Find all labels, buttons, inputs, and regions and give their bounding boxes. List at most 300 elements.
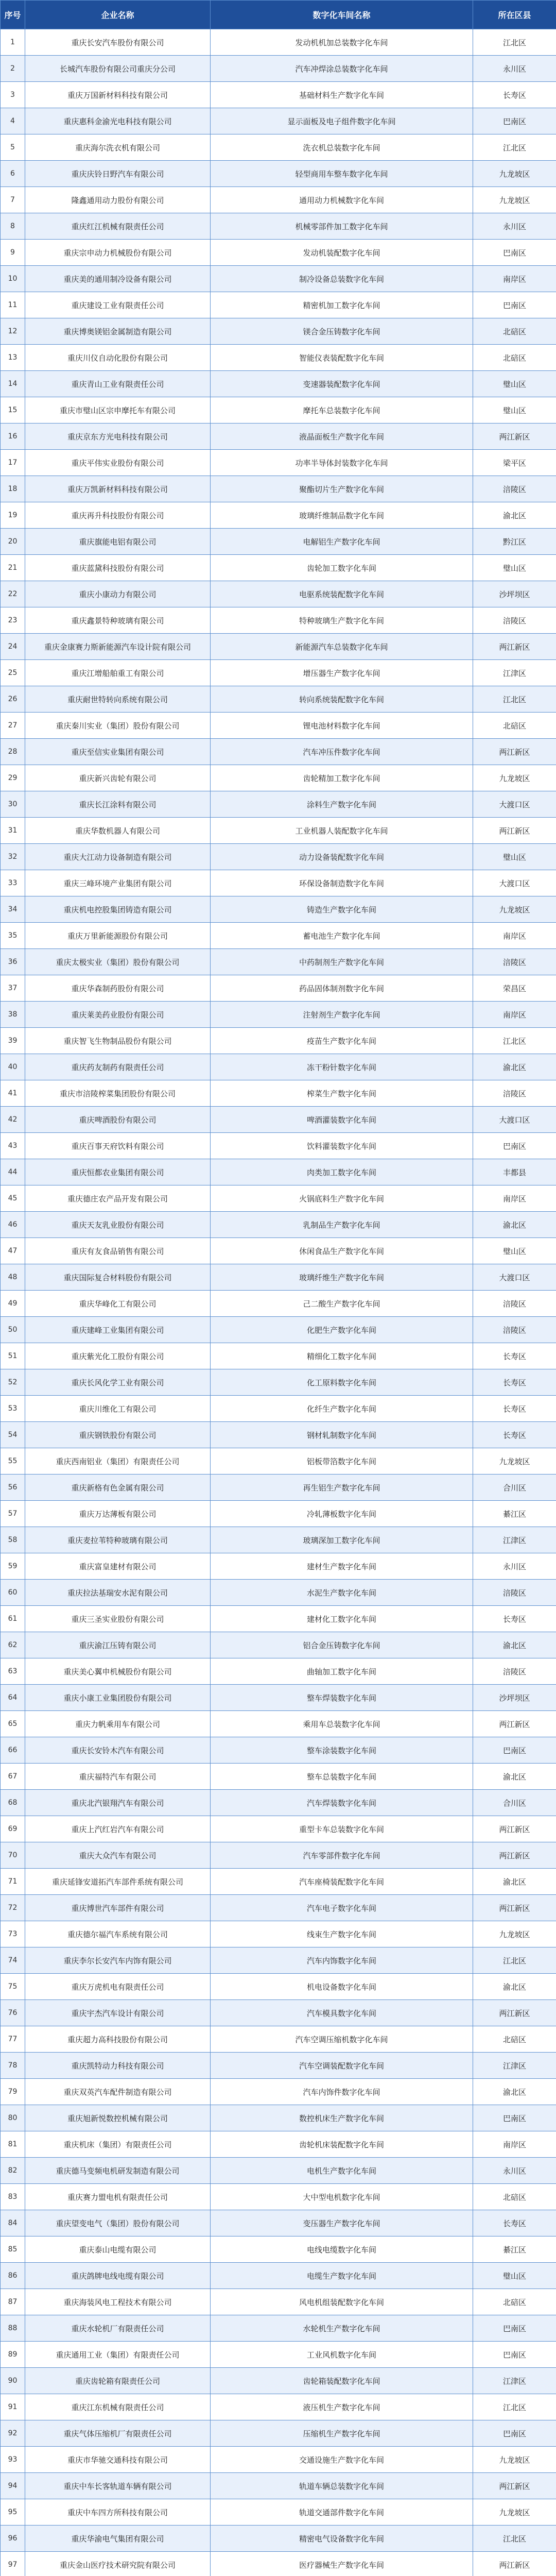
district-cell: 九龙坡区 bbox=[473, 161, 556, 187]
serial-number-cell: 62 bbox=[1, 1632, 25, 1658]
district-cell: 渝北区 bbox=[473, 2079, 556, 2105]
serial-number-cell: 88 bbox=[1, 2315, 25, 2342]
workshop-name-cell: 啤酒灌装数字化车间 bbox=[211, 1107, 473, 1133]
serial-number-cell: 40 bbox=[1, 1054, 25, 1080]
district-cell: 巴南区 bbox=[473, 2420, 556, 2447]
workshop-name-cell: 乘用车总装数字化车间 bbox=[211, 1711, 473, 1737]
workshop-name-cell: 新能源汽车总装数字化车间 bbox=[211, 634, 473, 660]
workshop-name-cell: 功率半导体封装数字化车间 bbox=[211, 450, 473, 476]
district-cell: 江北区 bbox=[473, 134, 556, 161]
district-cell: 南岸区 bbox=[473, 2131, 556, 2158]
workshop-name-cell: 汽车内饰数字化车间 bbox=[211, 1947, 473, 1974]
header-district: 所在区县 bbox=[473, 1, 556, 29]
company-name-cell: 重庆博奥镁铝金属制造有限公司 bbox=[25, 318, 211, 345]
table-row bbox=[1, 1369, 556, 1396]
workshop-name-cell: 水轮机生产数字化车间 bbox=[211, 2315, 473, 2342]
table-row bbox=[1, 2263, 556, 2289]
workshop-name-cell: 机电设备数字化车间 bbox=[211, 1974, 473, 2000]
serial-number-cell: 20 bbox=[1, 529, 25, 555]
workshop-name-cell: 再生铝生产数字化车间 bbox=[211, 1475, 473, 1501]
header-workshop-name: 数字化车间名称 bbox=[211, 1, 473, 29]
workshop-name-cell: 化纤生产数字化车间 bbox=[211, 1396, 473, 1422]
workshop-name-cell: 整车涂装数字化车间 bbox=[211, 1737, 473, 1764]
company-name-cell: 重庆美的通用制冷设备有限公司 bbox=[25, 266, 211, 292]
serial-number-cell: 60 bbox=[1, 1580, 25, 1606]
table-row bbox=[1, 1921, 556, 1947]
workshop-name-cell: 交通设施生产数字化车间 bbox=[211, 2447, 473, 2473]
district-cell: 两江新区 bbox=[473, 634, 556, 660]
district-cell: 璧山区 bbox=[473, 397, 556, 423]
district-cell: 江北区 bbox=[473, 1947, 556, 1974]
company-name-cell: 重庆福特汽车有限公司 bbox=[25, 1764, 211, 1790]
district-cell: 长寿区 bbox=[473, 1396, 556, 1422]
table-row bbox=[1, 2131, 556, 2158]
company-name-cell: 重庆鸽牌电线电缆有限公司 bbox=[25, 2263, 211, 2289]
district-cell: 九龙坡区 bbox=[473, 1448, 556, 1475]
workshop-name-cell: 冻干粉针数字化车间 bbox=[211, 1054, 473, 1080]
serial-number-cell: 48 bbox=[1, 1264, 25, 1291]
company-name-cell: 重庆机电控股集团铸造有限公司 bbox=[25, 896, 211, 923]
table-row bbox=[1, 1685, 556, 1711]
workshop-name-cell: 机械零部件加工数字化车间 bbox=[211, 213, 473, 240]
workshop-name-cell: 疫苗生产数字化车间 bbox=[211, 1028, 473, 1054]
workshop-name-cell: 己二酸生产数字化车间 bbox=[211, 1291, 473, 1317]
company-name-cell: 重庆再升科技股份有限公司 bbox=[25, 502, 211, 529]
serial-number-cell: 42 bbox=[1, 1107, 25, 1133]
table-row bbox=[1, 82, 556, 108]
district-cell: 大渡口区 bbox=[473, 870, 556, 896]
workshop-name-cell: 涂料生产数字化车间 bbox=[211, 791, 473, 818]
table-row bbox=[1, 1475, 556, 1501]
table-row bbox=[1, 1553, 556, 1580]
workshop-name-cell: 智能仪表装配数字化车间 bbox=[211, 345, 473, 371]
workshop-name-cell: 蓄电池生产数字化车间 bbox=[211, 923, 473, 949]
serial-number-cell: 84 bbox=[1, 2210, 25, 2236]
company-name-cell: 重庆华数机器人有限公司 bbox=[25, 818, 211, 844]
table-row bbox=[1, 502, 556, 529]
company-name-cell: 重庆水轮机厂有限责任公司 bbox=[25, 2315, 211, 2342]
company-name-cell: 重庆药友制药有限责任公司 bbox=[25, 1054, 211, 1080]
workshop-name-cell: 聚酯切片生产数字化车间 bbox=[211, 476, 473, 502]
workshop-name-cell: 铝板带箔数字化车间 bbox=[211, 1448, 473, 1475]
serial-number-cell: 78 bbox=[1, 2053, 25, 2079]
table-row bbox=[1, 1396, 556, 1422]
district-cell: 江津区 bbox=[473, 2053, 556, 2079]
workshop-name-cell: 大中型电机数字化车间 bbox=[211, 2184, 473, 2210]
workshop-name-cell: 乳制品生产数字化车间 bbox=[211, 1212, 473, 1238]
workshop-name-cell: 线束生产数字化车间 bbox=[211, 1921, 473, 1947]
company-name-cell: 重庆德马变频电机研发制造有限公司 bbox=[25, 2158, 211, 2184]
table-row bbox=[1, 1606, 556, 1632]
workshop-name-cell: 特种玻璃生产数字化车间 bbox=[211, 607, 473, 634]
serial-number-cell: 49 bbox=[1, 1291, 25, 1317]
table-row bbox=[1, 240, 556, 266]
workshop-name-cell: 铸造生产数字化车间 bbox=[211, 896, 473, 923]
company-name-cell: 重庆耐世特转向系统有限公司 bbox=[25, 686, 211, 713]
table-row bbox=[1, 765, 556, 791]
district-cell: 巴南区 bbox=[473, 2105, 556, 2131]
company-name-cell: 重庆新兴齿轮有限公司 bbox=[25, 765, 211, 791]
serial-number-cell: 73 bbox=[1, 1921, 25, 1947]
workshop-name-cell: 汽车冲焊涂总装数字化车间 bbox=[211, 56, 473, 82]
table-row bbox=[1, 1947, 556, 1974]
table-row bbox=[1, 292, 556, 318]
table-row bbox=[1, 1974, 556, 2000]
company-name-cell: 重庆平伟实业股份有限公司 bbox=[25, 450, 211, 476]
district-cell: 长寿区 bbox=[473, 1606, 556, 1632]
serial-number-cell: 26 bbox=[1, 686, 25, 713]
district-cell: 九龙坡区 bbox=[473, 187, 556, 213]
serial-number-cell: 27 bbox=[1, 713, 25, 739]
workshop-name-cell: 变压器生产数字化车间 bbox=[211, 2210, 473, 2236]
workshop-name-cell: 工业风机数字化车间 bbox=[211, 2342, 473, 2368]
table-row bbox=[1, 2342, 556, 2368]
district-cell: 沙坪坝区 bbox=[473, 1685, 556, 1711]
workshop-name-cell: 工业机器人装配数字化车间 bbox=[211, 818, 473, 844]
company-name-cell: 重庆北汽银翔汽车有限公司 bbox=[25, 1790, 211, 1816]
district-cell: 渝北区 bbox=[473, 502, 556, 529]
district-cell: 涪陵区 bbox=[473, 949, 556, 975]
company-name-cell: 重庆德庄农产品开发有限公司 bbox=[25, 1185, 211, 1212]
company-name-cell: 重庆啤酒股份有限公司 bbox=[25, 1107, 211, 1133]
company-name-cell: 重庆秦川实业（集团）股份有限公司 bbox=[25, 713, 211, 739]
company-name-cell: 重庆德尔福汽车系统有限公司 bbox=[25, 1921, 211, 1947]
district-cell: 两江新区 bbox=[473, 423, 556, 450]
table-row bbox=[1, 2526, 556, 2552]
table-row bbox=[1, 923, 556, 949]
company-name-cell: 重庆市华驰交通科技有限公司 bbox=[25, 2447, 211, 2473]
district-cell: 黔江区 bbox=[473, 529, 556, 555]
table-row bbox=[1, 1790, 556, 1816]
serial-number-cell: 17 bbox=[1, 450, 25, 476]
district-cell: 两江新区 bbox=[473, 1711, 556, 1737]
district-cell: 长寿区 bbox=[473, 1422, 556, 1448]
table-header-row bbox=[1, 1, 556, 29]
table-row bbox=[1, 1002, 556, 1028]
company-name-cell: 重庆望变电气（集团）股份有限公司 bbox=[25, 2210, 211, 2236]
workshop-name-cell: 压缩机生产数字化车间 bbox=[211, 2420, 473, 2447]
district-cell: 江津区 bbox=[473, 660, 556, 686]
company-name-cell: 重庆渝江压铸有限公司 bbox=[25, 1632, 211, 1658]
workshop-name-cell: 齿轮箱装配数字化车间 bbox=[211, 2368, 473, 2394]
table-row bbox=[1, 581, 556, 607]
company-name-cell: 重庆华渝电气集团有限公司 bbox=[25, 2526, 211, 2552]
serial-number-cell: 85 bbox=[1, 2236, 25, 2263]
serial-number-cell: 9 bbox=[1, 240, 25, 266]
company-name-cell: 重庆智飞生物制品股份有限公司 bbox=[25, 1028, 211, 1054]
company-name-cell: 重庆大江动力设备制造有限公司 bbox=[25, 844, 211, 870]
workshop-name-cell: 休闲食品生产数字化车间 bbox=[211, 1238, 473, 1264]
serial-number-cell: 95 bbox=[1, 2499, 25, 2526]
serial-number-cell: 52 bbox=[1, 1369, 25, 1396]
district-cell: 长寿区 bbox=[473, 82, 556, 108]
district-cell: 渝北区 bbox=[473, 1869, 556, 1895]
district-cell: 渝北区 bbox=[473, 1632, 556, 1658]
company-name-cell: 重庆建峰工业集团有限公司 bbox=[25, 1317, 211, 1343]
table-row bbox=[1, 56, 556, 82]
company-name-cell: 重庆江东机械有限责任公司 bbox=[25, 2394, 211, 2420]
district-cell: 永川区 bbox=[473, 213, 556, 240]
serial-number-cell: 79 bbox=[1, 2079, 25, 2105]
table-row bbox=[1, 2000, 556, 2026]
table-row bbox=[1, 2552, 556, 2576]
table-row bbox=[1, 2158, 556, 2184]
serial-number-cell: 96 bbox=[1, 2526, 25, 2552]
table-row bbox=[1, 2026, 556, 2053]
serial-number-cell: 66 bbox=[1, 1737, 25, 1764]
table-row bbox=[1, 2499, 556, 2526]
district-cell: 永川区 bbox=[473, 56, 556, 82]
district-cell: 巴南区 bbox=[473, 108, 556, 134]
district-cell: 丰都县 bbox=[473, 1159, 556, 1185]
serial-number-cell: 35 bbox=[1, 923, 25, 949]
serial-number-cell: 6 bbox=[1, 161, 25, 187]
table-row bbox=[1, 2447, 556, 2473]
company-name-cell: 重庆中车四方所科技有限公司 bbox=[25, 2499, 211, 2526]
table-row bbox=[1, 1895, 556, 1921]
table-row bbox=[1, 2079, 556, 2105]
workshop-name-cell: 汽车座椅装配数字化车间 bbox=[211, 1869, 473, 1895]
workshop-name-cell: 化肥生产数字化车间 bbox=[211, 1317, 473, 1343]
serial-number-cell: 87 bbox=[1, 2289, 25, 2315]
serial-number-cell: 3 bbox=[1, 82, 25, 108]
workshop-name-cell: 环保设备制造数字化车间 bbox=[211, 870, 473, 896]
district-cell: 北碚区 bbox=[473, 318, 556, 345]
serial-number-cell: 32 bbox=[1, 844, 25, 870]
table-body bbox=[1, 29, 556, 2576]
company-name-cell: 重庆拉法基瑞安水泥有限公司 bbox=[25, 1580, 211, 1606]
district-cell: 南岸区 bbox=[473, 1185, 556, 1212]
workshop-name-cell: 齿轮机床装配数字化车间 bbox=[211, 2131, 473, 2158]
district-cell: 大渡口区 bbox=[473, 1264, 556, 1291]
serial-number-cell: 8 bbox=[1, 213, 25, 240]
table-row bbox=[1, 1764, 556, 1790]
company-name-cell: 重庆紫光化工股份有限公司 bbox=[25, 1343, 211, 1369]
company-name-cell: 重庆富皇建材有限公司 bbox=[25, 1553, 211, 1580]
table-row bbox=[1, 949, 556, 975]
district-cell: 两江新区 bbox=[473, 1816, 556, 1842]
company-name-cell: 重庆长风化学工业有限公司 bbox=[25, 1369, 211, 1396]
company-name-cell: 重庆天友乳业股份有限公司 bbox=[25, 1212, 211, 1238]
serial-number-cell: 28 bbox=[1, 739, 25, 765]
serial-number-cell: 5 bbox=[1, 134, 25, 161]
district-cell: 南岸区 bbox=[473, 923, 556, 949]
serial-number-cell: 39 bbox=[1, 1028, 25, 1054]
table-row bbox=[1, 1264, 556, 1291]
serial-number-cell: 53 bbox=[1, 1396, 25, 1422]
company-name-cell: 重庆庆铃日野汽车有限公司 bbox=[25, 161, 211, 187]
company-name-cell: 重庆鑫景特种玻璃有限公司 bbox=[25, 607, 211, 634]
company-name-cell: 重庆京东方光电科技有限公司 bbox=[25, 423, 211, 450]
table-row bbox=[1, 266, 556, 292]
table-row bbox=[1, 450, 556, 476]
district-cell: 涪陵区 bbox=[473, 1317, 556, 1343]
company-name-cell: 重庆赛力盟电机有限责任公司 bbox=[25, 2184, 211, 2210]
district-cell: 涪陵区 bbox=[473, 1291, 556, 1317]
serial-number-cell: 22 bbox=[1, 581, 25, 607]
district-cell: 北碚区 bbox=[473, 2184, 556, 2210]
table-row bbox=[1, 1711, 556, 1737]
table-row bbox=[1, 713, 556, 739]
district-cell: 涪陵区 bbox=[473, 607, 556, 634]
table-row bbox=[1, 1028, 556, 1054]
company-name-cell: 重庆美心翼申机械股份有限公司 bbox=[25, 1658, 211, 1685]
workshop-name-cell: 精密机加工数字化车间 bbox=[211, 292, 473, 318]
workshop-name-cell: 洗衣机总装数字化车间 bbox=[211, 134, 473, 161]
district-cell: 南岸区 bbox=[473, 266, 556, 292]
district-cell: 梁平区 bbox=[473, 450, 556, 476]
workshop-name-cell: 汽车零部件数字化车间 bbox=[211, 1842, 473, 1869]
company-name-cell: 重庆李尔长安汽车内饰有限公司 bbox=[25, 1947, 211, 1974]
table-row bbox=[1, 2236, 556, 2263]
serial-number-cell: 46 bbox=[1, 1212, 25, 1238]
serial-number-cell: 47 bbox=[1, 1238, 25, 1264]
workshop-name-cell: 榨菜生产数字化车间 bbox=[211, 1080, 473, 1107]
workshop-name-cell: 饮料灌装数字化车间 bbox=[211, 1133, 473, 1159]
serial-number-cell: 25 bbox=[1, 660, 25, 686]
serial-number-cell: 31 bbox=[1, 818, 25, 844]
workshop-name-cell: 中药制剂生产数字化车间 bbox=[211, 949, 473, 975]
district-cell: 两江新区 bbox=[473, 739, 556, 765]
district-cell: 涪陵区 bbox=[473, 476, 556, 502]
company-name-cell: 重庆博世汽车部件有限公司 bbox=[25, 1895, 211, 1921]
serial-number-cell: 7 bbox=[1, 187, 25, 213]
workshop-name-cell: 玻璃纤维制品数字化车间 bbox=[211, 502, 473, 529]
serial-number-cell: 13 bbox=[1, 345, 25, 371]
company-name-cell: 重庆海装风电工程技术有限公司 bbox=[25, 2289, 211, 2315]
serial-number-cell: 80 bbox=[1, 2105, 25, 2131]
district-cell: 九龙坡区 bbox=[473, 2499, 556, 2526]
workshop-name-cell: 火锅底料生产数字化车间 bbox=[211, 1185, 473, 1212]
table-row bbox=[1, 2210, 556, 2236]
table-row bbox=[1, 29, 556, 56]
serial-number-cell: 58 bbox=[1, 1527, 25, 1553]
district-cell: 两江新区 bbox=[473, 2473, 556, 2499]
company-name-cell: 重庆西南铝业（集团）有限责任公司 bbox=[25, 1448, 211, 1475]
header-company-name: 企业名称 bbox=[25, 1, 211, 29]
serial-number-cell: 90 bbox=[1, 2368, 25, 2394]
district-cell: 渝北区 bbox=[473, 1054, 556, 1080]
serial-number-cell: 92 bbox=[1, 2420, 25, 2447]
table-row bbox=[1, 318, 556, 345]
company-name-cell: 重庆凯特动力科技有限公司 bbox=[25, 2053, 211, 2079]
company-name-cell: 重庆上汽红岩汽车有限公司 bbox=[25, 1816, 211, 1842]
company-name-cell: 重庆万达薄板有限公司 bbox=[25, 1501, 211, 1527]
district-cell: 璧山区 bbox=[473, 371, 556, 397]
workshop-name-cell: 发动机装配数字化车间 bbox=[211, 240, 473, 266]
company-name-cell: 重庆蓝黛科技股份有限公司 bbox=[25, 555, 211, 581]
district-cell: 巴南区 bbox=[473, 2315, 556, 2342]
company-name-cell: 重庆金山医疗技术研究院有限公司 bbox=[25, 2552, 211, 2576]
serial-number-cell: 16 bbox=[1, 423, 25, 450]
workshop-name-cell: 整车焊装数字化车间 bbox=[211, 1685, 473, 1711]
serial-number-cell: 74 bbox=[1, 1947, 25, 1974]
workshop-name-cell: 轻型商用车整车数字化车间 bbox=[211, 161, 473, 187]
district-cell: 合川区 bbox=[473, 1475, 556, 1501]
serial-number-cell: 94 bbox=[1, 2473, 25, 2499]
workshop-name-cell: 汽车内饰件数字化车间 bbox=[211, 2079, 473, 2105]
company-name-cell: 重庆红江机械有限责任公司 bbox=[25, 213, 211, 240]
company-name-cell: 重庆百事天府饮料有限公司 bbox=[25, 1133, 211, 1159]
company-name-cell: 重庆双英汽车配件制造有限公司 bbox=[25, 2079, 211, 2105]
serial-number-cell: 45 bbox=[1, 1185, 25, 1212]
company-name-cell: 重庆泰山电缆有限公司 bbox=[25, 2236, 211, 2263]
serial-number-cell: 33 bbox=[1, 870, 25, 896]
table-row bbox=[1, 607, 556, 634]
district-cell: 江北区 bbox=[473, 29, 556, 56]
district-cell: 沙坪坝区 bbox=[473, 581, 556, 607]
district-cell: 綦江区 bbox=[473, 2236, 556, 2263]
workshop-name-cell: 整车总装数字化车间 bbox=[211, 1764, 473, 1790]
serial-number-cell: 24 bbox=[1, 634, 25, 660]
table-row bbox=[1, 108, 556, 134]
table-row bbox=[1, 1317, 556, 1343]
serial-number-cell: 38 bbox=[1, 1002, 25, 1028]
table-row bbox=[1, 1107, 556, 1133]
serial-number-cell: 10 bbox=[1, 266, 25, 292]
workshop-name-cell: 显示面板及电子组件数字化车间 bbox=[211, 108, 473, 134]
serial-number-cell: 54 bbox=[1, 1422, 25, 1448]
serial-number-cell: 57 bbox=[1, 1501, 25, 1527]
district-cell: 九龙坡区 bbox=[473, 765, 556, 791]
company-name-cell: 重庆中车长客轨道车辆有限公司 bbox=[25, 2473, 211, 2499]
serial-number-cell: 1 bbox=[1, 29, 25, 56]
serial-number-cell: 23 bbox=[1, 607, 25, 634]
district-cell: 璧山区 bbox=[473, 2263, 556, 2289]
table-row bbox=[1, 739, 556, 765]
serial-number-cell: 83 bbox=[1, 2184, 25, 2210]
workshop-name-cell: 建材化工数字化车间 bbox=[211, 1606, 473, 1632]
district-cell: 两江新区 bbox=[473, 2000, 556, 2026]
company-name-cell: 重庆宗申动力机械股份有限公司 bbox=[25, 240, 211, 266]
table-row bbox=[1, 187, 556, 213]
company-name-cell: 重庆通用工业（集团）有限责任公司 bbox=[25, 2342, 211, 2368]
district-cell: 合川区 bbox=[473, 1790, 556, 1816]
table-row bbox=[1, 1185, 556, 1212]
table-row bbox=[1, 1658, 556, 1685]
serial-number-cell: 30 bbox=[1, 791, 25, 818]
table-row bbox=[1, 1816, 556, 1842]
serial-number-cell: 61 bbox=[1, 1606, 25, 1632]
district-cell: 九龙坡区 bbox=[473, 896, 556, 923]
table-row bbox=[1, 397, 556, 423]
district-cell: 巴南区 bbox=[473, 292, 556, 318]
district-cell: 綦江区 bbox=[473, 1501, 556, 1527]
serial-number-cell: 91 bbox=[1, 2394, 25, 2420]
company-name-cell: 重庆华森制药股份有限公司 bbox=[25, 975, 211, 1002]
workshop-name-cell: 风电机组装配数字化车间 bbox=[211, 2289, 473, 2315]
table-row bbox=[1, 1291, 556, 1317]
serial-number-cell: 82 bbox=[1, 2158, 25, 2184]
table-row bbox=[1, 2053, 556, 2079]
company-name-cell: 重庆长安铃木汽车有限公司 bbox=[25, 1737, 211, 1764]
table-row bbox=[1, 1527, 556, 1553]
district-cell: 巴南区 bbox=[473, 1133, 556, 1159]
serial-number-cell: 67 bbox=[1, 1764, 25, 1790]
workshop-name-cell: 肉类加工数字化车间 bbox=[211, 1159, 473, 1185]
district-cell: 巴南区 bbox=[473, 240, 556, 266]
company-name-cell: 重庆海尔洗衣机有限公司 bbox=[25, 134, 211, 161]
company-name-cell: 重庆恒都农业集团有限公司 bbox=[25, 1159, 211, 1185]
serial-number-cell: 70 bbox=[1, 1842, 25, 1869]
table-row bbox=[1, 870, 556, 896]
workshop-name-cell: 齿轮精加工数字化车间 bbox=[211, 765, 473, 791]
table-row bbox=[1, 975, 556, 1002]
workshop-name-cell: 汽车冲压件数字化车间 bbox=[211, 739, 473, 765]
serial-number-cell: 77 bbox=[1, 2026, 25, 2053]
district-cell: 长寿区 bbox=[473, 2210, 556, 2236]
district-cell: 两江新区 bbox=[473, 1842, 556, 1869]
